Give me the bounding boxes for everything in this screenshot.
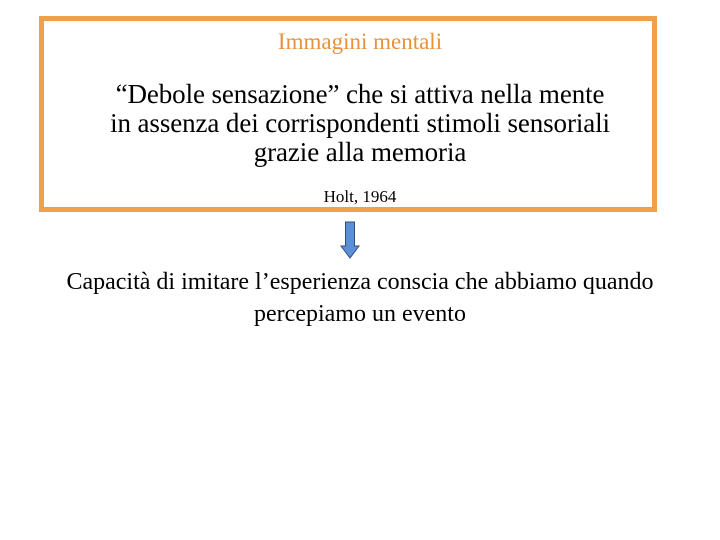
consequence-line: percepiamo un evento bbox=[254, 301, 466, 327]
arrow-down-shape bbox=[341, 222, 359, 258]
definition-text bbox=[0, 80, 720, 167]
definition-line: grazie alla memoria bbox=[253, 137, 467, 167]
arrow-down-icon bbox=[340, 221, 360, 259]
slide-title: Immagini mentali bbox=[277, 29, 443, 54]
definition-line: in assenza dei corrispondenti stimoli sensoriali bbox=[110, 108, 610, 138]
consequence-line: Capacità di imitare l’esperienza conscia che abbiamo quando bbox=[66, 269, 654, 295]
citation: Holt, 1964 bbox=[323, 187, 397, 206]
definition-line: “Debole sensazione” che si attiva nella mente bbox=[115, 79, 605, 109]
consequence-text bbox=[0, 266, 720, 330]
